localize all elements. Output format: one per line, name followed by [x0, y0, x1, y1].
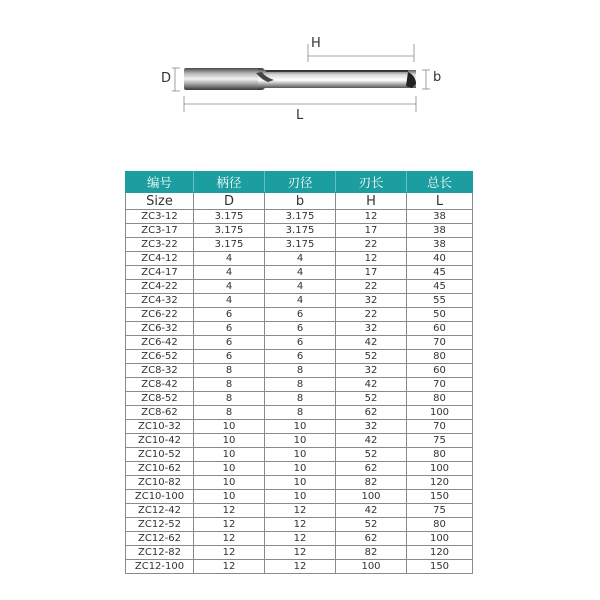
cell-size: ZC12-82 [126, 546, 194, 560]
cell-shank-dia: 4 [194, 266, 265, 280]
table-row [126, 350, 473, 364]
cell-total-length: 38 [407, 238, 473, 252]
spec-table-body [126, 210, 473, 574]
table-row [126, 392, 473, 406]
header-row-en [126, 193, 473, 210]
table-row [126, 504, 473, 518]
table-row [126, 462, 473, 476]
cell-size: ZC8-52 [126, 392, 194, 406]
cell-shank-dia: 4 [194, 294, 265, 308]
cell-shank-dia: 6 [194, 322, 265, 336]
cell-shank-dia: 12 [194, 504, 265, 518]
cell-total-length: 38 [407, 210, 473, 224]
table-row [126, 476, 473, 490]
cell-total-length: 50 [407, 308, 473, 322]
cell-size: ZC10-62 [126, 462, 194, 476]
cell-blade-length: 42 [336, 378, 407, 392]
cell-size: ZC8-62 [126, 406, 194, 420]
cell-total-length: 80 [407, 448, 473, 462]
cell-size: ZC12-42 [126, 504, 194, 518]
table-row [126, 336, 473, 350]
cell-blade-dia: 4 [265, 266, 336, 280]
cell-total-length: 120 [407, 476, 473, 490]
cell-blade-length: 82 [336, 476, 407, 490]
cell-total-length: 80 [407, 350, 473, 364]
cell-shank-dia: 8 [194, 364, 265, 378]
header-shank-dia: 柄径 [194, 172, 265, 193]
cell-blade-dia: 6 [265, 308, 336, 322]
cell-size: ZC3-17 [126, 224, 194, 238]
cell-shank-dia: 10 [194, 434, 265, 448]
tool-diagram [150, 20, 450, 140]
cell-blade-length: 52 [336, 392, 407, 406]
cell-shank-dia: 6 [194, 308, 265, 322]
cell-shank-dia: 8 [194, 378, 265, 392]
cell-blade-dia: 4 [265, 294, 336, 308]
cell-shank-dia: 10 [194, 420, 265, 434]
cell-size: ZC10-82 [126, 476, 194, 490]
cell-shank-dia: 10 [194, 448, 265, 462]
cell-total-length: 100 [407, 462, 473, 476]
cell-size: ZC10-42 [126, 434, 194, 448]
header-blade-length: 刃长 [336, 172, 407, 193]
h-label: H [311, 36, 321, 51]
cell-blade-dia: 12 [265, 546, 336, 560]
cell-shank-dia: 8 [194, 406, 265, 420]
cell-blade-length: 52 [336, 518, 407, 532]
cell-blade-length: 22 [336, 238, 407, 252]
cell-blade-dia: 4 [265, 280, 336, 294]
cell-total-length: 60 [407, 364, 473, 378]
header-b: b [265, 193, 336, 210]
header-code: 编号 [126, 172, 194, 193]
cell-total-length: 38 [407, 224, 473, 238]
cell-blade-dia: 3.175 [265, 238, 336, 252]
cell-total-length: 75 [407, 504, 473, 518]
cell-size: ZC6-52 [126, 350, 194, 364]
spec-table [125, 171, 473, 574]
cell-blade-dia: 12 [265, 504, 336, 518]
table-row [126, 210, 473, 224]
table-row [126, 406, 473, 420]
cell-size: ZC3-22 [126, 238, 194, 252]
table-row [126, 266, 473, 280]
cell-shank-dia: 10 [194, 462, 265, 476]
cell-total-length: 80 [407, 392, 473, 406]
cell-size: ZC8-32 [126, 364, 194, 378]
table-row [126, 280, 473, 294]
cell-shank-dia: 12 [194, 518, 265, 532]
cell-size: ZC12-52 [126, 518, 194, 532]
cell-size: ZC4-12 [126, 252, 194, 266]
cell-total-length: 60 [407, 322, 473, 336]
cell-size: ZC10-32 [126, 420, 194, 434]
cell-shank-dia: 12 [194, 546, 265, 560]
cell-size: ZC10-100 [126, 490, 194, 504]
header-total-length: 总长 [407, 172, 473, 193]
cell-shank-dia: 10 [194, 476, 265, 490]
cell-shank-dia: 12 [194, 560, 265, 574]
cell-blade-length: 100 [336, 560, 407, 574]
b-label: b [433, 70, 442, 85]
d-dimension [172, 68, 180, 91]
cell-total-length: 100 [407, 406, 473, 420]
cell-blade-length: 17 [336, 266, 407, 280]
cell-size: ZC4-22 [126, 280, 194, 294]
header-d: D [194, 193, 265, 210]
table-row [126, 448, 473, 462]
l-label: L [296, 108, 304, 123]
cell-blade-length: 62 [336, 406, 407, 420]
cell-blade-length: 32 [336, 420, 407, 434]
cell-size: ZC12-62 [126, 532, 194, 546]
cell-blade-length: 82 [336, 546, 407, 560]
table-row [126, 308, 473, 322]
cell-blade-dia: 10 [265, 490, 336, 504]
cell-total-length: 45 [407, 266, 473, 280]
cell-blade-dia: 8 [265, 364, 336, 378]
table-row [126, 420, 473, 434]
cell-size: ZC10-52 [126, 448, 194, 462]
cell-total-length: 120 [407, 546, 473, 560]
table-row [126, 560, 473, 574]
cell-blade-length: 32 [336, 364, 407, 378]
cell-total-length: 70 [407, 420, 473, 434]
header-row-cn [126, 172, 473, 193]
table-row [126, 294, 473, 308]
cell-size: ZC4-17 [126, 266, 194, 280]
cell-total-length: 70 [407, 336, 473, 350]
cell-size: ZC6-22 [126, 308, 194, 322]
cell-total-length: 75 [407, 434, 473, 448]
table-row [126, 238, 473, 252]
cell-blade-length: 12 [336, 252, 407, 266]
cell-total-length: 45 [407, 280, 473, 294]
cell-blade-dia: 10 [265, 476, 336, 490]
cell-total-length: 40 [407, 252, 473, 266]
cell-blade-dia: 3.175 [265, 224, 336, 238]
cell-blade-dia: 3.175 [265, 210, 336, 224]
cell-blade-length: 42 [336, 336, 407, 350]
cell-blade-dia: 12 [265, 560, 336, 574]
header-blade-dia: 刃径 [265, 172, 336, 193]
cell-blade-length: 62 [336, 532, 407, 546]
cell-total-length: 55 [407, 294, 473, 308]
cell-shank-dia: 6 [194, 350, 265, 364]
cell-blade-dia: 10 [265, 462, 336, 476]
cell-size: ZC6-32 [126, 322, 194, 336]
table-row [126, 378, 473, 392]
cell-blade-length: 17 [336, 224, 407, 238]
table-row [126, 252, 473, 266]
cell-blade-length: 52 [336, 350, 407, 364]
cell-blade-dia: 8 [265, 406, 336, 420]
cell-blade-dia: 12 [265, 518, 336, 532]
cell-blade-dia: 4 [265, 252, 336, 266]
cell-blade-length: 22 [336, 280, 407, 294]
cell-blade-length: 32 [336, 322, 407, 336]
cell-shank-dia: 4 [194, 280, 265, 294]
cell-total-length: 150 [407, 490, 473, 504]
cell-blade-length: 42 [336, 504, 407, 518]
cell-total-length: 70 [407, 378, 473, 392]
cell-blade-dia: 6 [265, 350, 336, 364]
cell-blade-dia: 8 [265, 392, 336, 406]
cell-blade-dia: 8 [265, 378, 336, 392]
cell-total-length: 100 [407, 532, 473, 546]
cell-total-length: 150 [407, 560, 473, 574]
table-row [126, 546, 473, 560]
header-l: L [407, 193, 473, 210]
cell-blade-length: 100 [336, 490, 407, 504]
cell-shank-dia: 6 [194, 336, 265, 350]
cell-blade-dia: 6 [265, 336, 336, 350]
cell-size: ZC12-100 [126, 560, 194, 574]
cell-shank-dia: 3.175 [194, 238, 265, 252]
cell-blade-dia: 10 [265, 434, 336, 448]
cell-shank-dia: 4 [194, 252, 265, 266]
table-row [126, 532, 473, 546]
cell-blade-length: 12 [336, 210, 407, 224]
cell-blade-dia: 12 [265, 532, 336, 546]
cell-blade-length: 52 [336, 448, 407, 462]
table-row [126, 364, 473, 378]
cell-size: ZC4-32 [126, 294, 194, 308]
cell-size: ZC6-42 [126, 336, 194, 350]
cell-shank-dia: 3.175 [194, 210, 265, 224]
cell-size: ZC3-12 [126, 210, 194, 224]
h-dimension [308, 44, 414, 62]
cell-blade-length: 62 [336, 462, 407, 476]
cell-blade-dia: 10 [265, 420, 336, 434]
cell-blade-length: 22 [336, 308, 407, 322]
d-label: D [161, 71, 172, 86]
header-h: H [336, 193, 407, 210]
header-size: Size [126, 193, 194, 210]
cell-size: ZC8-42 [126, 378, 194, 392]
cell-total-length: 80 [407, 518, 473, 532]
table-row [126, 224, 473, 238]
cell-shank-dia: 8 [194, 392, 265, 406]
table-row [126, 322, 473, 336]
cell-blade-length: 32 [336, 294, 407, 308]
table-row [126, 490, 473, 504]
table-row [126, 518, 473, 532]
cell-shank-dia: 10 [194, 490, 265, 504]
cell-shank-dia: 3.175 [194, 224, 265, 238]
cell-blade-dia: 6 [265, 322, 336, 336]
cell-blade-length: 42 [336, 434, 407, 448]
cell-shank-dia: 12 [194, 532, 265, 546]
b-dimension [422, 70, 430, 89]
cell-blade-dia: 10 [265, 448, 336, 462]
table-row [126, 434, 473, 448]
